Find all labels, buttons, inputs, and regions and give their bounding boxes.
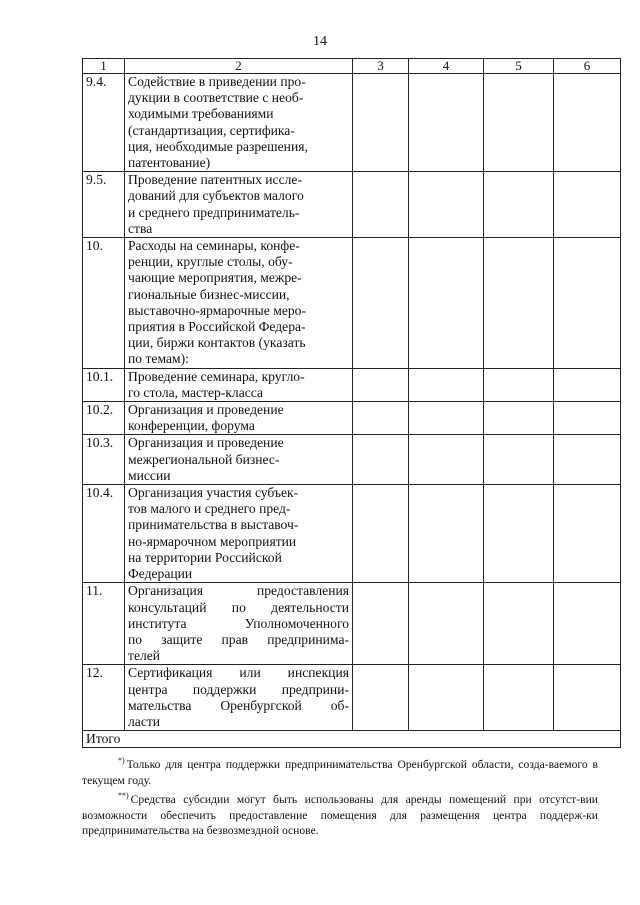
description-line: телей	[128, 648, 161, 664]
empty-value-cell	[409, 368, 484, 401]
description-line: Организация и проведение	[128, 402, 284, 418]
description-line: но-ярмарочном мероприятии	[128, 533, 297, 549]
row-number: 9.5.	[83, 172, 125, 238]
row-description	[125, 485, 353, 583]
empty-value-cell	[353, 402, 409, 435]
description-line: на территории Российской	[128, 549, 282, 565]
row-description	[125, 74, 353, 172]
footnote-mark: **)	[118, 791, 129, 800]
page-number: 14	[313, 34, 327, 49]
empty-value-cell	[484, 368, 554, 401]
empty-value-cell	[554, 368, 621, 401]
column-header: 1	[83, 59, 125, 74]
description-line: Расходы на семинары, конфе-	[128, 238, 300, 254]
empty-value-cell	[554, 74, 621, 172]
empty-value-cell	[353, 368, 409, 401]
empty-value-cell	[353, 238, 409, 369]
column-header: 4	[409, 59, 484, 74]
description-line: ходимыми требованиями	[128, 106, 274, 122]
empty-value-cell	[484, 583, 554, 665]
row-description	[125, 665, 353, 731]
description-line: патентование)	[128, 155, 211, 171]
column-header: 3	[353, 59, 409, 74]
footnote	[82, 788, 598, 839]
description-line: (стандартизация, сертифика-	[128, 122, 295, 138]
row-number: 10.1.	[83, 368, 125, 401]
row-number: 11.	[83, 583, 125, 665]
row-number: 10.	[83, 238, 125, 369]
description-line: ласти	[128, 713, 161, 729]
description-line: по защите прав предпринима-	[128, 631, 349, 647]
empty-value-cell	[554, 238, 621, 369]
description-line: го стола, мастер-класса	[128, 384, 264, 400]
table-row	[83, 238, 621, 369]
description-line: консультаций по деятельности	[128, 599, 349, 615]
row-number: 10.3.	[83, 435, 125, 485]
empty-value-cell	[353, 435, 409, 485]
total-row	[83, 731, 621, 748]
empty-value-cell	[554, 485, 621, 583]
empty-value-cell	[353, 583, 409, 665]
empty-value-cell	[484, 402, 554, 435]
empty-value-cell	[409, 172, 484, 238]
description-line: ции, биржи контактов (указать	[128, 335, 306, 351]
row-description	[125, 172, 353, 238]
table-row	[83, 435, 621, 485]
empty-value-cell	[484, 238, 554, 369]
description-line: конференции, форума	[128, 418, 255, 434]
description-line: тов малого и среднего пред-	[128, 501, 291, 517]
empty-value-cell	[484, 485, 554, 583]
description-line: ция, необходимые разрешения,	[128, 138, 308, 154]
empty-value-cell	[353, 485, 409, 583]
footnotes	[82, 753, 598, 839]
description-line: дукции в соответствие с необ-	[128, 90, 304, 106]
description-line: Организация и проведение	[128, 435, 284, 451]
description-line: Организация предоставления	[128, 583, 349, 599]
description-line: Проведение патентных иссле-	[128, 172, 302, 188]
empty-value-cell	[484, 74, 554, 172]
description-line: принимательства в выставоч-	[128, 517, 299, 533]
description-line: Проведение семинара, кругло-	[128, 368, 305, 384]
expense-table	[82, 58, 621, 748]
empty-value-cell	[484, 172, 554, 238]
table-row	[83, 368, 621, 401]
description-line: института Уполномоченного	[128, 615, 349, 631]
table-row	[83, 485, 621, 583]
empty-value-cell	[554, 172, 621, 238]
row-description	[125, 435, 353, 485]
table-header-row	[83, 59, 621, 74]
row-description	[125, 368, 353, 401]
description-line: чающие мероприятия, межре-	[128, 270, 302, 286]
empty-value-cell	[484, 665, 554, 731]
empty-value-cell	[353, 74, 409, 172]
footnote-mark: *)	[118, 756, 125, 765]
description-line: выставочно-ярмарочные меро-	[128, 302, 306, 318]
empty-value-cell	[409, 74, 484, 172]
column-header: 6	[554, 59, 621, 74]
description-line: Федерации	[128, 566, 193, 582]
description-line: Организация участия субъек-	[128, 485, 299, 501]
empty-value-cell	[554, 583, 621, 665]
empty-value-cell	[554, 665, 621, 731]
empty-value-cell	[409, 402, 484, 435]
table-row	[83, 74, 621, 172]
row-number: 9.4.	[83, 74, 125, 172]
empty-value-cell	[484, 435, 554, 485]
empty-value-cell	[353, 172, 409, 238]
empty-value-cell	[409, 435, 484, 485]
table-row	[83, 583, 621, 665]
footnote	[82, 753, 598, 788]
description-line: по темам):	[128, 351, 189, 367]
total-label: Итого	[83, 731, 621, 748]
footnote-text: Средства субсидии могут быть использованы для аренды помещений при отсутст-вии возможности обеспечить предоставление помещения для размещения центра поддерж-ки предпринимательства на безвозмездной основе.	[82, 793, 598, 837]
empty-value-cell	[554, 435, 621, 485]
description-line: межрегиональной бизнес-	[128, 451, 280, 467]
description-line: Содействие в приведении про-	[128, 74, 306, 89]
table-row	[83, 665, 621, 731]
empty-value-cell	[554, 402, 621, 435]
row-number: 12.	[83, 665, 125, 731]
row-number: 10.4.	[83, 485, 125, 583]
empty-value-cell	[409, 238, 484, 369]
table-row	[83, 172, 621, 238]
description-line: дований для субъектов малого	[128, 188, 304, 204]
row-description	[125, 402, 353, 435]
empty-value-cell	[353, 665, 409, 731]
empty-value-cell	[409, 583, 484, 665]
empty-value-cell	[409, 485, 484, 583]
footnote-text: Только для центра поддержки предпринимательства Оренбургской области, созда-ваемого в текущем году.	[82, 758, 598, 787]
description-line: гиональные бизнес-миссии,	[128, 286, 290, 302]
row-number: 10.2.	[83, 402, 125, 435]
table-row	[83, 402, 621, 435]
description-line: ства	[128, 220, 153, 236]
description-line: Сертификация или инспекция	[128, 665, 349, 681]
description-line: центра поддержки предприни-	[128, 681, 349, 697]
row-description	[125, 583, 353, 665]
column-header: 2	[125, 59, 353, 74]
column-header: 5	[484, 59, 554, 74]
row-description	[125, 238, 353, 369]
description-line: миссии	[128, 467, 171, 483]
description-line: приятия в Российской Федера-	[128, 319, 306, 335]
description-line: и среднего предприниматель-	[128, 204, 300, 220]
description-line: ренции, круглые столы, обу-	[128, 254, 293, 270]
empty-value-cell	[409, 665, 484, 731]
description-line: мательства Оренбургской об-	[128, 697, 349, 713]
